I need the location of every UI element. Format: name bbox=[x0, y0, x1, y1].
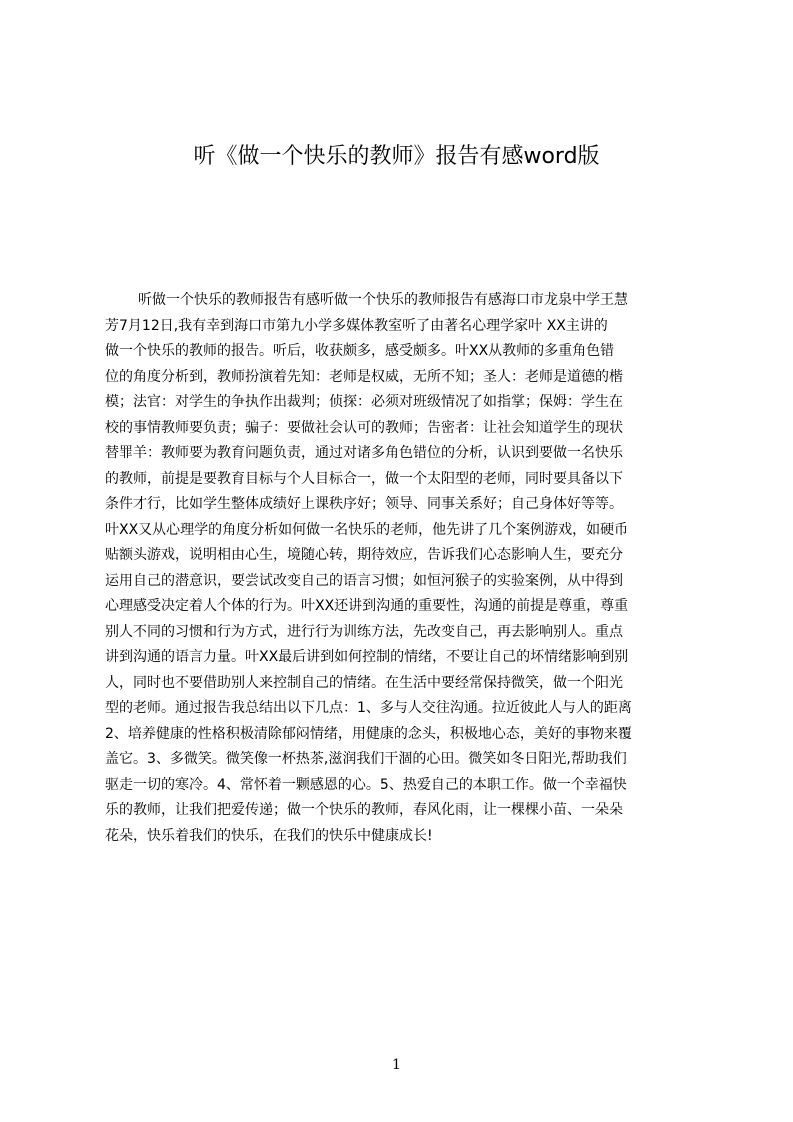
body-line: 模；法官：对学生的争执作出裁判；侦探：必须对班级情况了如指掌；保姆：学生在 bbox=[105, 394, 623, 410]
body-line: 花朵，快乐着我们的快乐，在我们的快乐中健康成长! bbox=[105, 827, 433, 844]
body-line: 盖它。3、多微笑。微笑像一杯热茶,滋润我们干涸的心田。微笑如冬日阳光,帮助我们 bbox=[105, 751, 627, 767]
body-line: 2、培养健康的性格积极清除郁闷情绪，用健康的念头，积极地心态，美好的事物来覆 bbox=[105, 725, 632, 742]
body-line: 讲到沟通的语言力量。叶XX最后讲到如何控制的情绪，不要让自己的坏情绪影响到别 bbox=[105, 649, 629, 665]
body-line: 条件才行，比如学生整体成绩好上课秩序好；领导、同事关系好；自己身体好等等。 bbox=[105, 496, 623, 512]
body-line: 心理感受决定着人个体的行为。叶XX还讲到沟通的重要性，沟通的前提是尊重，尊重 bbox=[105, 598, 629, 614]
body-line: 芳7月12日,我有幸到海口市第九小学多媒体教室听了由著名心理学家叶 XX主讲的 bbox=[105, 317, 608, 334]
body-line: 贴额头游戏，说明相由心生，境随心转，期待效应，告诉我们心态影响人生，要充分 bbox=[105, 547, 623, 563]
body-line: 运用自己的潜意识，要尝试改变自己的语言习惯；如恒河猴子的实验案例，从中得到 bbox=[105, 572, 623, 589]
body-line: 的教师，前提是要教育目标与个人目标合一，做一个太阳型的老师，同时要具备以下 bbox=[105, 470, 623, 487]
body-text bbox=[105, 288, 697, 888]
body-line: 乐的教师，让我们把爱传递；做一个快乐的教师，春风化雨，让一棵棵小苗、一朵朵 bbox=[105, 802, 623, 818]
page-number: 1 bbox=[392, 1057, 401, 1073]
body-line: 校的事情教师要负责；骗子：要做社会认可的教师；告密者：让社会知道学生的现状 bbox=[105, 419, 623, 436]
body-line: 驱走一切的寒冷。4、常怀着一颗感恩的心。5、热爱自己的本职工作。做一个幸福快 bbox=[105, 776, 627, 793]
body-line: 位的角度分析到，教师扮演着先知：老师是权威，无所不知；圣人：老师是道德的楷 bbox=[105, 368, 623, 385]
body-line: 做一个快乐的教师的报告。听后，收获颇多，感受颇多。叶XX从教师的多重角色错 bbox=[105, 343, 615, 359]
body-line: 听做一个快乐的教师报告有感听做一个快乐的教师报告有感海口市龙泉中学王慧 bbox=[138, 292, 628, 308]
body-line: 别人不同的习惯和行为方式，进行行为训练方法，先改变自己，再去影响别人。重点 bbox=[105, 623, 623, 640]
body-line: 替罪羊：教师要为教育问题负责，通过对诸多角色错位的分析，认识到要做一名快乐 bbox=[105, 445, 623, 461]
body-line: 人，同时也不要借助别人来控制自己的情绪。在生活中要经常保持微笑，做一个阳光 bbox=[105, 674, 623, 691]
document-title: 听《做一个快乐的教师》报告有感word版 bbox=[193, 144, 600, 169]
body-line: 型的老师。通过报告我总结出以下几点：1、多与人交往沟通。拉近彼此人与人的距离 bbox=[105, 700, 632, 716]
body-line: 叶XX又从心理学的角度分析如何做一名快乐的老师，他先讲了几个案例游戏，如硬币 bbox=[105, 521, 629, 538]
